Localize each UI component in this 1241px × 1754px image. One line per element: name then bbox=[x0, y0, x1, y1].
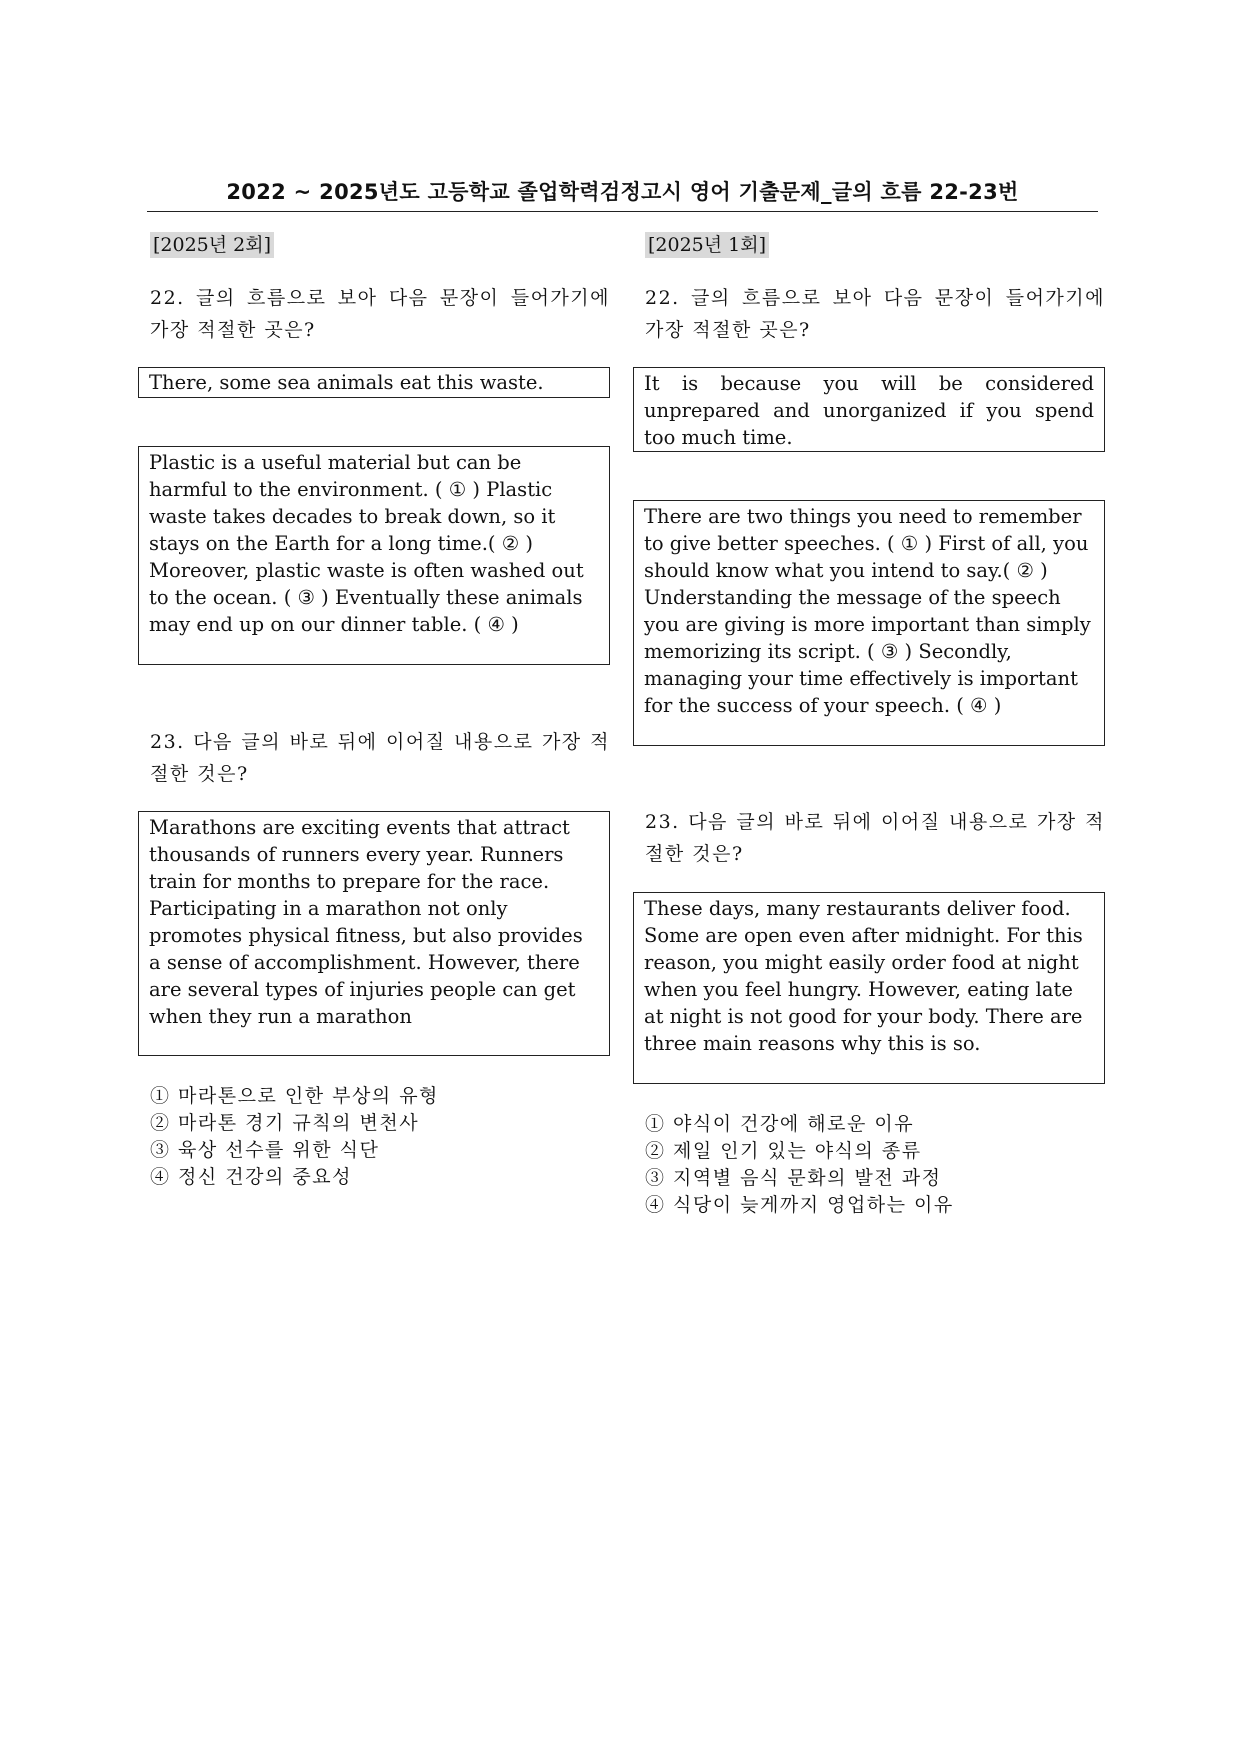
option-4[interactable]: ④ 식당이 늦게까지 영업하는 이유 bbox=[645, 1194, 954, 1216]
title-divider bbox=[147, 211, 1098, 212]
q22-passage-box: There are two things you need to remember to give better speeches. ( ① ) First of all, you should know what you intend to say.( ② ) Understanding the message of the speech you are giving is more important than simply memorizing its script. ( ③ ) Secondly, managing your time effectively is important for the success of your speech. ( ④ ) bbox=[633, 500, 1105, 746]
q22-question: 22. 글의 흐름으로 보아 다음 문장이 들어가기에 가장 적절한 곳은? bbox=[150, 287, 610, 341]
option-3[interactable]: ③ 지역별 음식 문화의 발전 과정 bbox=[645, 1167, 942, 1189]
option-1[interactable]: ① 야식이 건강에 해로운 이유 bbox=[645, 1113, 915, 1135]
q22-question: 22. 글의 흐름으로 보아 다음 문장이 들어가기에 가장 적절한 곳은? bbox=[645, 287, 1105, 341]
option-2[interactable]: ② 제일 인기 있는 야식의 종류 bbox=[645, 1140, 922, 1162]
session-label: [2025년 2회] bbox=[150, 232, 274, 258]
option-3[interactable]: ③ 육상 선수를 위한 식단 bbox=[150, 1139, 380, 1161]
q23-options bbox=[150, 1083, 439, 1191]
q22-passage-box: Plastic is a useful material but can be harmful to the environment. ( ① ) Plastic waste takes decades to break down, so it stays on the Earth for a long time.( ② ) Moreover, plastic waste is often washed out to the ocean. ( ③ ) Eventually these animals may end up on our dinner table. ( ④ ) bbox=[138, 446, 610, 665]
page-title: 2022 ~ 2025년도 고등학교 졸업학력검정고시 영어 기출문제_글의 흐름 22-23번 bbox=[226, 180, 1019, 204]
session-label: [2025년 1회] bbox=[645, 232, 769, 258]
option-1[interactable]: ① 마라톤으로 인한 부상의 유형 bbox=[150, 1085, 439, 1107]
q23-passage-box: Marathons are exciting events that attract thousands of runners every year. Runners train for months to prepare for the race. Participating in a marathon not only promotes physical fitness, but also provides a sense of accomplishment. However, there are several types of injuries people can get when they run a marathon bbox=[138, 811, 610, 1056]
given-sentence-box: It is because you will be considered unprepared and unorganized if you spend too much time. bbox=[633, 367, 1105, 452]
q23-question: 23. 다음 글의 바로 뒤에 이어질 내용으로 가장 적절한 것은? bbox=[150, 731, 610, 785]
option-2[interactable]: ② 마라톤 경기 규칙의 변천사 bbox=[150, 1112, 420, 1134]
given-sentence-box: There, some sea animals eat this waste. bbox=[138, 367, 610, 398]
q23-question: 23. 다음 글의 바로 뒤에 이어질 내용으로 가장 적절한 것은? bbox=[645, 811, 1105, 865]
q23-passage-box: These days, many restaurants deliver food. Some are open even after midnight. For this reason, you might easily order food at night when you feel hungry. However, eating late at night is not good for your body. There are three main reasons why this is so. bbox=[633, 892, 1105, 1084]
q23-options bbox=[645, 1111, 954, 1219]
option-4[interactable]: ④ 정신 건강의 중요성 bbox=[150, 1166, 352, 1188]
